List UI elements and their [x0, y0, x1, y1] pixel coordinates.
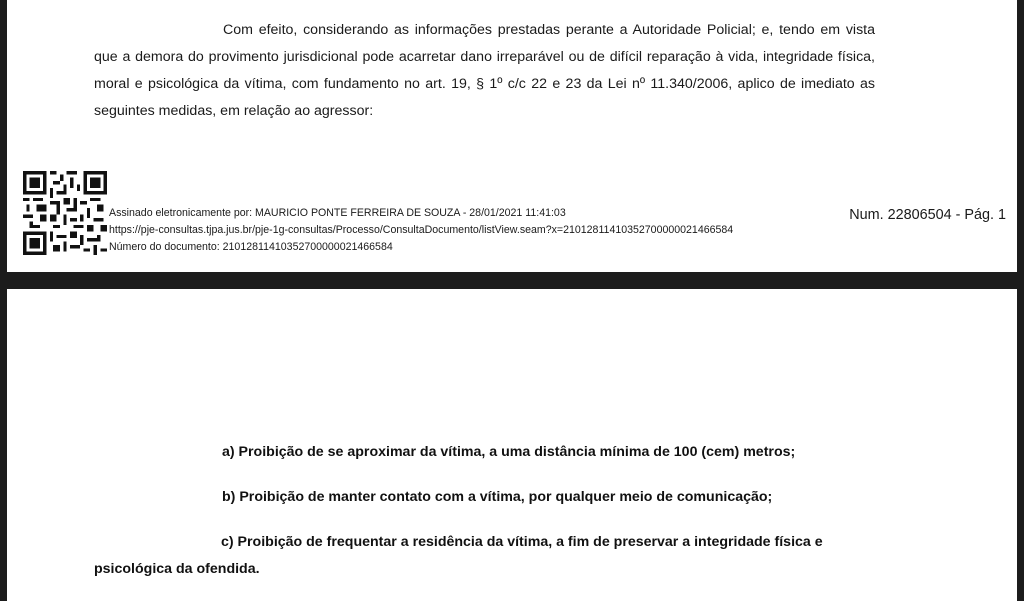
- page-number: Num. 22806504 - Pág. 1: [849, 207, 1006, 223]
- qr-code-icon: [23, 171, 107, 255]
- page-1: [7, 0, 1017, 272]
- signature-block: [109, 205, 733, 256]
- measure-b: b) Proibição de manter contato com a vítima, por qualquer meio de comunicação;: [222, 489, 773, 505]
- body-paragraph: Com efeito, considerando as informações prestadas perante a Autoridade Policial; e, tendo em vista que a demora do provimento jurisdicional pode acarretar dano irreparável ou de difícil reparação à vida, integridade física, moral e psicológica da vítima, com fundamento no art. 19, § 1º c/c 22 e 23 da Lei nº 11.340/2006, aplico de imediato as seguintes medidas, em relação ao agressor:: [94, 22, 875, 119]
- page-2: [7, 289, 1017, 601]
- measure-a: a) Proibição de se aproximar da vítima, a uma distância mínima de 100 (cem) metros;: [222, 444, 796, 460]
- document-number-line: Número do documento: 21012811410352700000021466584: [109, 241, 393, 253]
- measure-c: c) Proibição de frequentar a residência da vítima, a fim de preservar a integridade física e psicológica da ofendida.: [94, 534, 823, 577]
- signed-by-line: Assinado eletronicamente por: MAURICIO PONTE FERREIRA DE SOUZA - 28/01/2021 11:41:03: [109, 207, 566, 219]
- document-url-line[interactable]: https://pje-consultas.tjpa.jus.br/pje-1g-consultas/Processo/ConsultaDocumento/listView.seam?x=21012811410352700000021466584: [109, 224, 734, 236]
